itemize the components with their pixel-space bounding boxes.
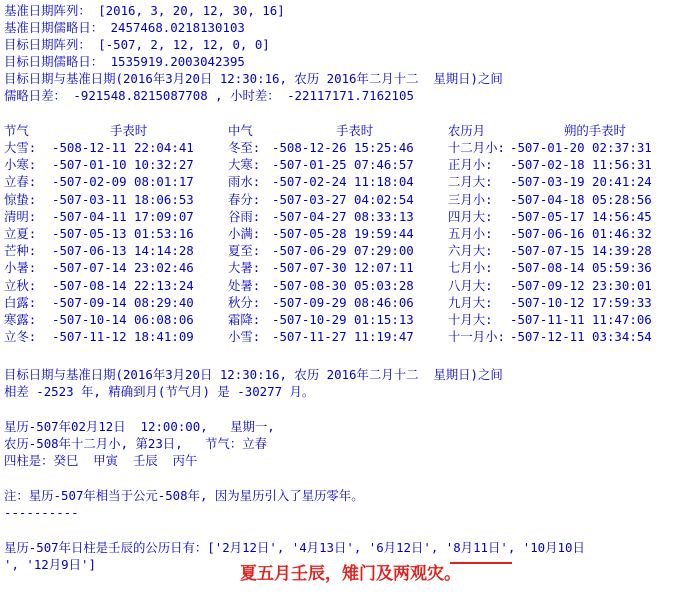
zhongqi-time: -507-11-27 11:19:47 — [272, 329, 414, 345]
jieqi-name: 立春: — [4, 174, 37, 190]
lunar-month: 七月小: — [448, 260, 493, 276]
lunar-month: 十月大: — [448, 312, 493, 327]
table-row — [4, 294, 696, 311]
summary-range: 目标日期与基准日期(2016年3月20日 12:30:16, 农历 2016年二月十二 星期日)之间 — [4, 367, 503, 382]
jieqi-time: -507-02-09 08:01:17 — [52, 174, 194, 190]
table-row — [4, 328, 696, 345]
header-jieqi: 节气 — [4, 123, 29, 138]
jieqi-name: 小暑: — [4, 260, 37, 276]
jieqi-time: -507-11-12 18:41:09 — [52, 329, 194, 345]
annotation-underline — [450, 562, 512, 564]
zhongqi-time: -507-06-29 07:29:00 — [272, 243, 414, 259]
zhongqi-time: -507-01-25 07:46:57 — [272, 157, 414, 173]
target-julian-day: 目标日期儒略日： 1535919.2003042395 — [4, 54, 245, 69]
table-row — [4, 277, 696, 294]
new-moon-time: -507-02-18 11:56:31 — [510, 157, 652, 173]
lunar-month: 十二月小: — [448, 140, 506, 155]
lunar-month: 正月小: — [448, 157, 493, 173]
lunar-month: 十一月小: — [448, 329, 506, 345]
new-moon-time: -507-10-12 17:59:33 — [510, 294, 652, 310]
four-pillars: 四柱是：癸巳 甲寅 壬辰 丙午 — [4, 453, 198, 468]
jieqi-name: 寒露: — [4, 312, 37, 327]
zhongqi-time: -507-05-28 19:59:44 — [272, 226, 414, 241]
jieqi-name: 立秋: — [4, 277, 37, 293]
red-annotation: 夏五月壬辰，雉门及两观灾。 — [240, 564, 461, 584]
jieqi-time: -508-12-11 22:04:41 — [52, 140, 194, 155]
base-date-array: 基准日期阵列： [2016, 3, 20, 12, 30, 16] — [4, 3, 285, 18]
table-row — [4, 242, 696, 259]
jieqi-name: 白露: — [4, 294, 37, 310]
new-moon-time: -507-03-19 20:41:24 — [510, 174, 652, 190]
zhongqi-time: -508-12-26 15:25:46 — [272, 140, 414, 155]
zhongqi-name: 春分: — [228, 191, 261, 207]
target-date-array: 目标日期阵列： [-507, 2, 12, 12, 0, 0] — [4, 37, 270, 52]
new-moon-time: -507-11-11 11:47:06 — [510, 312, 652, 327]
table-row — [4, 139, 696, 156]
jieqi-name: 立夏: — [4, 226, 37, 241]
zhongqi-time: -507-02-24 11:18:04 — [272, 174, 414, 190]
jieqi-time: -507-05-13 01:53:16 — [52, 226, 194, 241]
jieqi-time: -507-03-11 18:06:53 — [52, 191, 194, 207]
table-row — [4, 311, 696, 328]
new-moon-time: -507-08-14 05:59:36 — [510, 260, 652, 276]
footnote: 注：星历-507年相当于公元-508年, 因为星历引入了星历零年。 — [4, 488, 364, 503]
zhongqi-name: 处暑: — [228, 277, 261, 293]
jieqi-time: -507-09-14 08:29:40 — [52, 294, 194, 310]
matching-dates: 星历-507年日柱是壬辰的公历日有：['2月12日', '4月13日', '6月12日', '8月11日', '10月10日 — [4, 540, 585, 555]
jieqi-time: -507-08-14 22:13:24 — [52, 277, 194, 293]
header-month: 农历月 — [448, 123, 486, 138]
new-moon-time: -507-01-20 02:37:31 — [510, 140, 652, 155]
table-row — [4, 156, 696, 173]
summary-difference: 相差 -2523 年, 精确到月(节气月) 是 -30277 月。 — [4, 384, 315, 399]
zhongqi-name: 雨水: — [228, 174, 261, 190]
new-moon-time: -507-07-15 14:39:28 — [510, 243, 652, 259]
target-date-detail: 星历-507年02月12日 12:00:00, 星期一, — [4, 419, 275, 434]
jieqi-time: -507-07-14 23:02:46 — [52, 260, 194, 276]
lunar-month: 二月大: — [448, 174, 493, 190]
lunar-month: 三月小: — [448, 191, 493, 207]
jieqi-name: 立冬: — [4, 329, 37, 345]
jieqi-time: -507-04-11 17:09:07 — [52, 208, 194, 224]
header-zhongqi: 中气 — [228, 123, 253, 138]
zhongqi-time: -507-07-30 12:07:11 — [272, 260, 414, 276]
header-jieqi-time: 手表时 — [110, 123, 148, 138]
zhongqi-name: 小雪: — [228, 329, 261, 345]
zhongqi-name: 秋分: — [228, 294, 261, 310]
lunar-month: 五月小: — [448, 226, 493, 241]
zhongqi-time: -507-10-29 01:15:13 — [272, 312, 414, 327]
base-julian-day: 基准日期儒略日： 2457468.0218130103 — [4, 20, 245, 35]
julian-day-difference: 儒略日差： -921548.8215087708 , 小时差： -22117171.7162105 — [4, 88, 414, 103]
zhongqi-name: 谷雨: — [228, 208, 261, 224]
zhongqi-time: -507-03-27 04:02:54 — [272, 191, 414, 207]
table-row — [4, 259, 696, 276]
new-moon-time: -507-12-11 03:34:54 — [510, 329, 652, 345]
lunar-month: 四月大: — [448, 208, 493, 224]
new-moon-time: -507-06-16 01:46:32 — [510, 226, 652, 241]
lunar-month: 九月大: — [448, 294, 493, 310]
jieqi-time: -507-10-14 06:08:06 — [52, 312, 194, 327]
jieqi-name: 大雪: — [4, 140, 37, 155]
table-row — [4, 225, 696, 242]
header-zhongqi-time: 手表时 — [336, 123, 374, 138]
zhongqi-name: 大寒: — [228, 157, 261, 173]
table-row — [4, 191, 696, 208]
lunar-month: 六月大: — [448, 243, 493, 259]
table-row — [4, 173, 696, 190]
jieqi-time: -507-01-10 10:32:27 — [52, 157, 194, 173]
jieqi-name: 清明: — [4, 208, 37, 224]
header-shuo-time: 朔的手表时 — [564, 123, 626, 138]
new-moon-time: -507-09-12 23:30:01 — [510, 277, 652, 293]
jieqi-name: 小寒: — [4, 157, 37, 173]
new-moon-time: -507-04-18 05:28:56 — [510, 191, 652, 207]
date-range-description: 目标日期与基准日期(2016年3月20日 12:30:16, 农历 2016年二月十二 星期日)之间 — [4, 71, 503, 86]
zhongqi-time: -507-08-30 05:03:28 — [272, 277, 414, 293]
separator-dashes: ---------- — [4, 505, 79, 520]
zhongqi-name: 霜降: — [228, 312, 261, 327]
table-header — [4, 122, 696, 139]
jieqi-time: -507-06-13 14:14:28 — [52, 243, 194, 259]
jieqi-name: 芒种: — [4, 243, 37, 259]
table-row — [4, 208, 696, 225]
jieqi-name: 惊蛰: — [4, 191, 37, 207]
zhongqi-name: 大暑: — [228, 260, 261, 276]
zhongqi-name: 冬至: — [228, 140, 261, 155]
lunar-date-detail: 农历-508年十二月小, 第23日, 节气：立春 — [4, 436, 267, 451]
lunar-month: 八月大: — [448, 277, 493, 293]
new-moon-time: -507-05-17 14:56:45 — [510, 208, 652, 224]
zhongqi-name: 夏至: — [228, 243, 261, 259]
zhongqi-time: -507-04-27 08:33:13 — [272, 208, 414, 224]
zhongqi-time: -507-09-29 08:46:06 — [272, 294, 414, 310]
matching-dates-continued: ', '12月9日'] — [4, 557, 96, 572]
zhongqi-name: 小满: — [228, 226, 261, 241]
